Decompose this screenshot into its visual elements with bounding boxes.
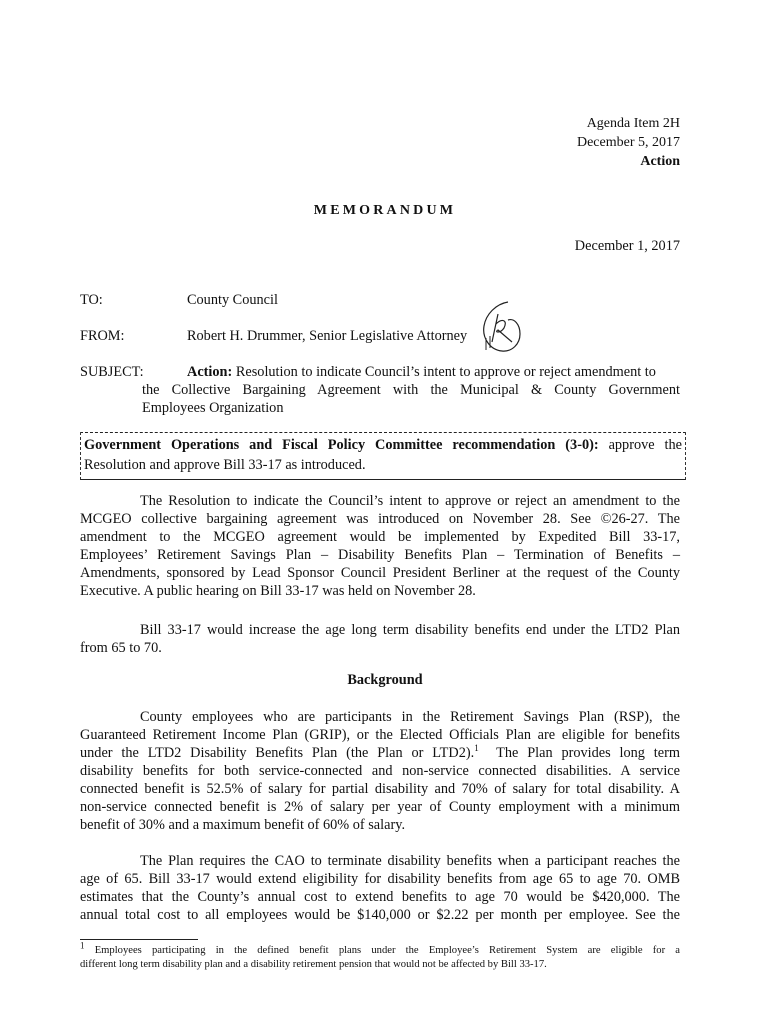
bg2-line: annual total cost to all employees would be $140,000 or $2.22 per month per employee. See the [80, 907, 680, 923]
p1-line: amendment to the MCGEO agreement would be implemented by Expedited Bill 33-17, [80, 529, 680, 545]
paragraph-bill-summary [80, 621, 680, 657]
p1-line: The Resolution to indicate the Council’s intent to approve or reject an amendment to the [140, 493, 680, 509]
footnote [80, 940, 681, 971]
from-label: FROM: [80, 328, 125, 344]
agenda-header [480, 114, 680, 171]
footnote-line1 [80, 940, 681, 958]
bg2-line: age of 65. Bill 33-17 would extend eligibility for disability benefits from age 65 to age 70. OMB [80, 871, 680, 887]
committee-rest: approve the [608, 437, 682, 453]
subject-action-label: Action: [187, 364, 233, 380]
paragraph-background-1 [80, 708, 680, 834]
subject-line3: Employees Organization [142, 400, 284, 416]
agenda-item: Agenda Item 2H [586, 116, 680, 131]
p1-line: MCGEO collective bargaining agreement was introduced on November 28. See ©26-27. The [80, 511, 680, 527]
bg1-line3-start: under the LTD2 Disability Benefits Plan (the Plan or LTD2). [80, 745, 475, 761]
signature-initials [478, 298, 524, 354]
memo-date: December 1, 2017 [574, 238, 680, 254]
committee-bold: Government Operations and Fiscal Policy Committee recommendation (3-0): [84, 437, 599, 453]
background-heading: Background [347, 672, 423, 688]
bg2-line: estimates that the County’s annual cost to extend benefits to age 70 would be $420,000. The [80, 889, 680, 905]
committee-line1 [84, 436, 682, 454]
footnote-ref: 1 [474, 743, 479, 754]
subject-label: SUBJECT: [80, 364, 144, 380]
p1-line: Employees’ Retirement Savings Plan – Disability Benefits Plan – Termination of Benefits – [80, 547, 680, 563]
subject-line2: the Collective Bargaining Agreement with the Municipal & County Government [142, 382, 680, 398]
subject-line1-text: Resolution to indicate Council’s intent to approve or reject amendment to [235, 364, 656, 380]
bg1-line: Guaranteed Retirement Income Plan (GRIP), or the Elected Officials Plan are eligible for benefits [80, 727, 680, 743]
committee-line2: Resolution and approve Bill 33-17 as introduced. [84, 457, 366, 473]
to-label: TO: [80, 292, 103, 308]
bg1-line3-tail: The Plan provides long term [478, 745, 680, 761]
to-value: County Council [187, 292, 278, 308]
footnote-line2: different long term disability plan and a disability retirement pension that would not be affected by Bill 33-17. [80, 958, 547, 970]
paragraph-intro [80, 492, 680, 600]
subject-line1 [187, 363, 680, 381]
bg1-line: disability benefits for both service-connected and non-service connected disabilities. A service [80, 763, 680, 779]
bg2-line: The Plan requires the CAO to terminate disability benefits when a participant reaches the [140, 853, 680, 869]
p1-line: Executive. A public hearing on Bill 33-17 was held on November 28. [80, 583, 476, 599]
bg1-line: non-service connected benefit is 2% of salary per year of County employment with a minimum [80, 799, 680, 815]
p1-line: Amendments, sponsored by Lead Sponsor Council President Berliner at the request of the County [80, 565, 680, 581]
footnote-rule [80, 939, 198, 940]
bg1-line: connected benefit is 52.5% of salary for partial disability and 70% of salary for total disability. A [80, 781, 680, 797]
bg1-line: benefit of 30% and a maximum benefit of 60% of salary. [80, 817, 406, 833]
paragraph-background-2 [80, 852, 680, 924]
footnote-number: 1 [80, 940, 85, 951]
agenda-status: Action [640, 154, 680, 169]
agenda-date: December 5, 2017 [576, 135, 680, 150]
p2-line: Bill 33-17 would increase the age long term disability benefits end under the LTD2 Plan [140, 622, 680, 638]
p2-line: from 65 to 70. [80, 640, 162, 656]
bg1-line-with-footnote [80, 744, 680, 762]
from-value: Robert H. Drummer, Senior Legislative Attorney [187, 328, 468, 344]
memo-title: MEMORANDUM [313, 203, 457, 218]
bg1-line: County employees who are participants in the Retirement Savings Plan (RSP), the [140, 709, 680, 725]
footnote-text-1: Employees participating in the defined benefit plans under the Employee’s Retirement System are eligible for a [94, 945, 681, 956]
